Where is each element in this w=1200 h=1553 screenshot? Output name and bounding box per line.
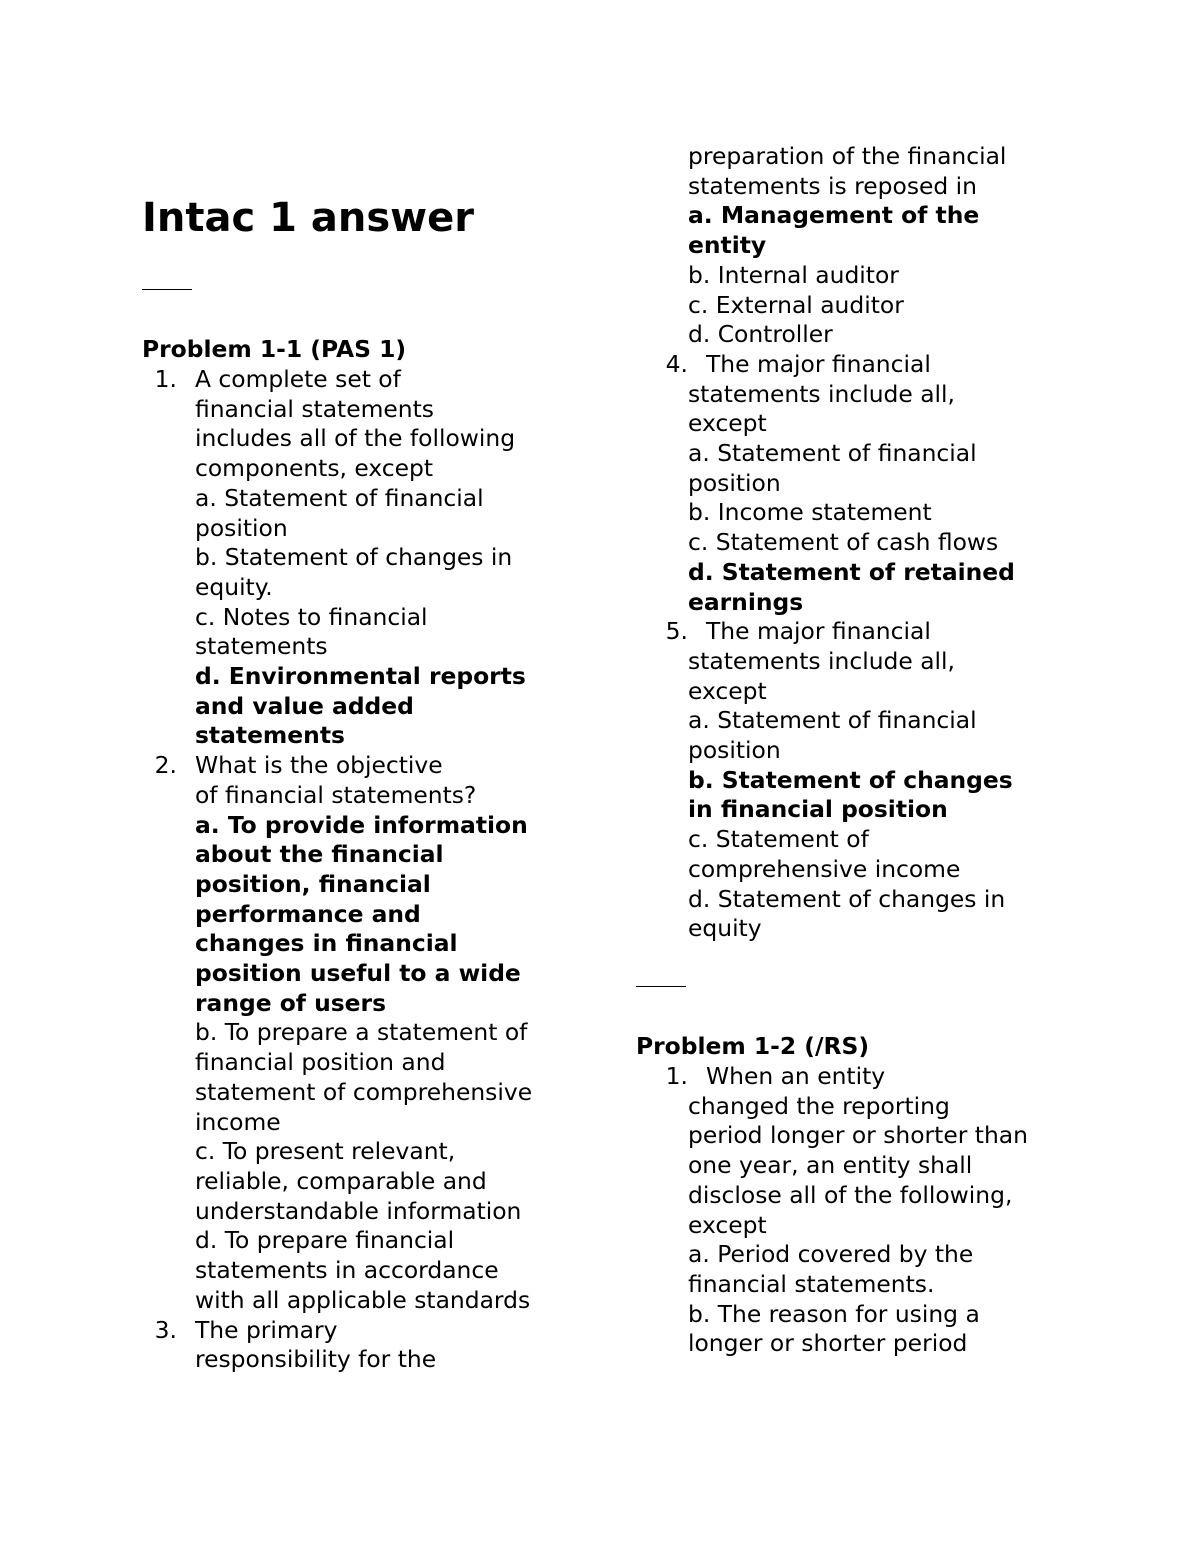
question-text-line: of financial statements? xyxy=(195,780,477,809)
option-b: b. Statement of changes in xyxy=(195,543,513,572)
option-a: a. Period covered by the xyxy=(688,1240,974,1269)
option-b: b. To prepare a statement of xyxy=(195,1018,528,1047)
option-b: statement of comprehensive xyxy=(195,1077,533,1106)
question-text-line: statements is reposed in xyxy=(688,171,978,200)
option-d: statements in accordance xyxy=(195,1256,499,1285)
option-d-answer: statements xyxy=(195,721,345,750)
option-d-answer: d. Environmental reports xyxy=(195,662,526,691)
question-text: The major financial xyxy=(706,349,931,378)
option-d-answer: d. Statement of retained xyxy=(688,557,1015,586)
option-d: with all applicable standards xyxy=(195,1285,531,1314)
option-d: d. To prepare financial xyxy=(195,1226,455,1255)
question-text-line: except xyxy=(688,1210,767,1239)
option-c: c. Notes to financial xyxy=(195,602,428,631)
question-text-line: except xyxy=(688,676,767,705)
option-a-answer: position useful to a wide xyxy=(195,959,521,988)
option-d: d. Statement of changes in xyxy=(688,884,1006,913)
section-divider xyxy=(636,986,686,987)
option-a-answer: about the financial xyxy=(195,840,444,869)
question-text-line: disclose all of the following, xyxy=(688,1180,1013,1209)
question-text: The major financial xyxy=(706,617,931,646)
question-text: When an entity xyxy=(706,1062,886,1090)
option-c: reliable, comparable and xyxy=(195,1166,487,1195)
option-c: c. External auditor xyxy=(688,290,904,319)
option-a-answer: position, financial xyxy=(195,869,431,898)
question-text-line: except xyxy=(688,409,767,438)
question-number: 4. xyxy=(665,349,688,378)
section-divider xyxy=(142,289,192,290)
question-text-line: responsibility for the xyxy=(195,1345,437,1374)
question-number: 5. xyxy=(665,617,688,646)
question-number: 3. xyxy=(154,1315,177,1344)
option-a: position xyxy=(688,736,781,765)
problem-1-1-heading: Problem 1-1 (PAS 1) xyxy=(142,335,407,363)
question-text: The primary xyxy=(195,1315,338,1344)
question-text-line: changed the reporting xyxy=(688,1091,950,1120)
option-a-answer: performance and xyxy=(195,899,421,928)
question-3-continued xyxy=(665,142,1088,944)
question-number: 1. xyxy=(154,365,177,393)
option-a: position xyxy=(195,513,288,542)
question-text-line: one year, an entity shall xyxy=(688,1151,973,1180)
option-a: a. Statement of financial xyxy=(195,483,484,512)
option-b-answer: in financial position xyxy=(688,795,948,824)
option-c: c. Statement of xyxy=(688,825,869,854)
option-b-answer: b. Statement of changes xyxy=(688,765,1013,794)
question-1-problem-1-2 xyxy=(665,1062,1108,1359)
option-c: statements xyxy=(195,632,328,661)
option-b: longer or shorter period xyxy=(688,1329,968,1358)
option-c: c. To present relevant, xyxy=(195,1137,456,1166)
question-text-line: includes all of the following xyxy=(195,424,516,453)
option-c: comprehensive income xyxy=(688,854,961,883)
option-d-answer: and value added xyxy=(195,691,414,720)
option-b: b. Income statement xyxy=(688,498,932,527)
option-d: d. Controller xyxy=(688,320,833,349)
question-text-line: period longer or shorter than xyxy=(688,1121,1028,1150)
option-b: b. The reason for using a xyxy=(688,1299,980,1328)
option-a: a. Statement of financial xyxy=(688,439,977,468)
option-a-answer: changes in financial xyxy=(195,929,458,958)
question-text: What is the objective xyxy=(195,751,443,780)
question-text-line: financial statements xyxy=(195,394,434,423)
question-text-line: components, except xyxy=(195,454,434,483)
question-text-line: statements include all, xyxy=(688,646,955,675)
option-d: equity xyxy=(688,914,762,943)
option-a-answer: range of users xyxy=(195,988,387,1017)
option-a: position xyxy=(688,468,781,497)
option-d-answer: earnings xyxy=(688,587,804,616)
question-number: 2. xyxy=(154,751,177,780)
option-b: equity. xyxy=(195,572,273,601)
question-text-line: preparation of the financial xyxy=(688,142,1007,170)
question-number: 1. xyxy=(665,1062,688,1090)
question-text: A complete set of xyxy=(195,365,401,393)
option-b: financial position and xyxy=(195,1048,446,1077)
option-a: a. Statement of financial xyxy=(688,706,977,735)
problem-1-2-heading: Problem 1-2 (/RS) xyxy=(636,1032,870,1060)
option-c: c. Statement of cash flows xyxy=(688,528,999,557)
option-b: b. Internal auditor xyxy=(688,260,899,289)
question-text-line: statements include all, xyxy=(688,379,955,408)
document-title: Intac 1 answer xyxy=(142,195,474,241)
option-a-answer: entity xyxy=(688,231,767,260)
option-a-answer: a. To provide information xyxy=(195,810,528,839)
question-1 xyxy=(154,365,595,1375)
option-c: understandable information xyxy=(195,1196,522,1225)
option-a: financial statements. xyxy=(688,1269,935,1298)
option-b: income xyxy=(195,1107,281,1136)
option-a-answer: a. Management of the xyxy=(688,201,980,230)
